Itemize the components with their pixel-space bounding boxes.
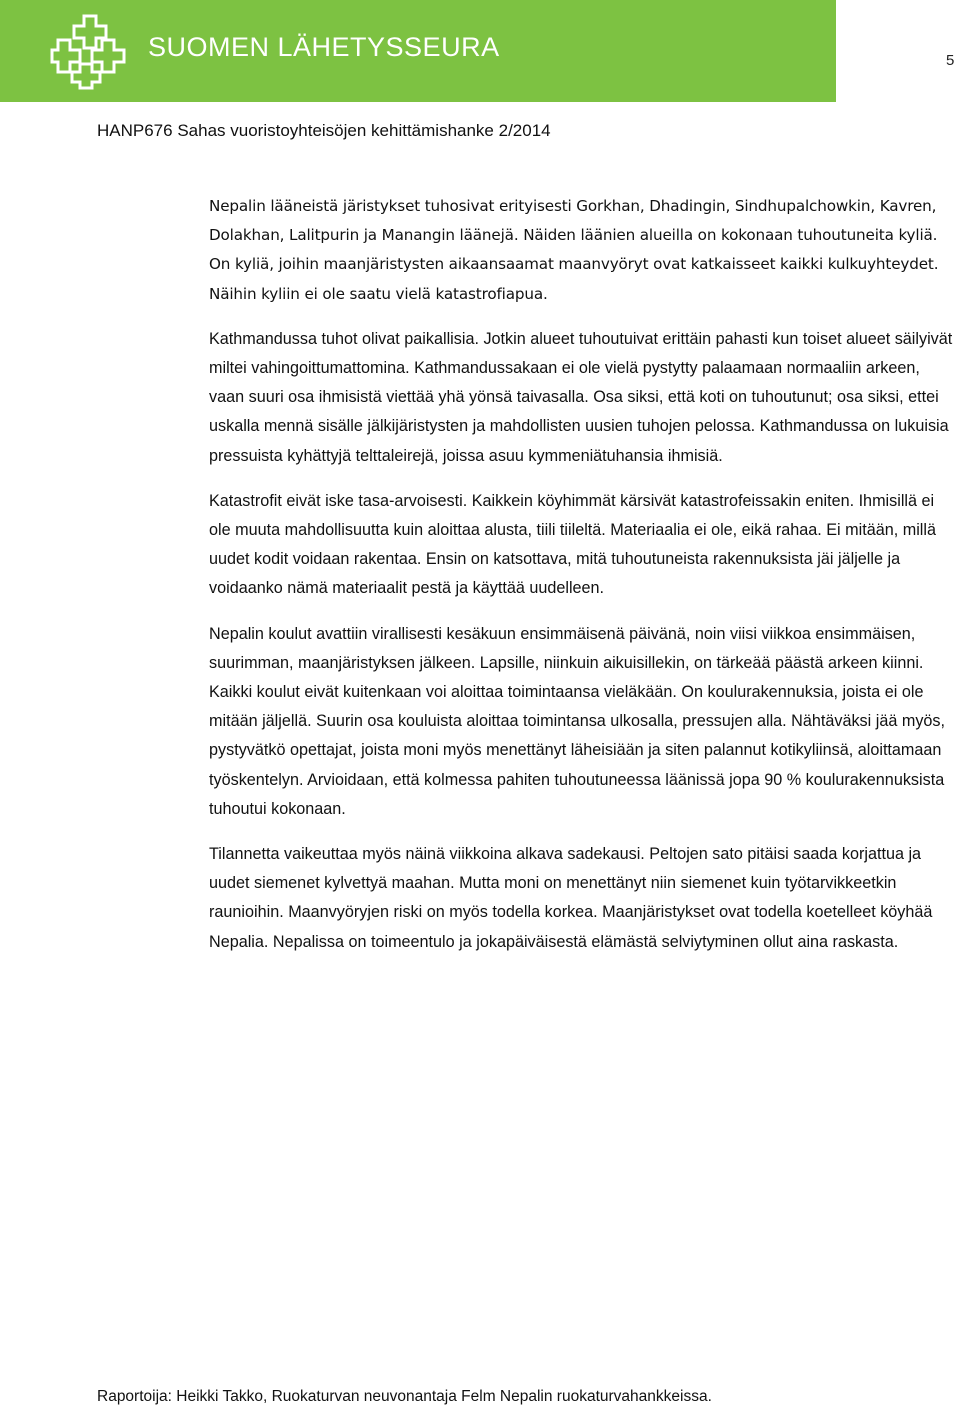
body-text <box>209 192 957 973</box>
org-name: SUOMEN LÄHETYSSEURA <box>148 32 500 62</box>
paragraph-4: Nepalin koulut avattiin virallisesti kesäkuun ensimmäisenä päivänä, noin viisi viikkoa ensimmäisen, suurimman, maanjäristyksen jälkeen. Lapsille, niinkuin aikuisillekin, on tärkeää päästä arkeen kiinni. Kaikki koulut eivät kuitenkaan voi aloittaa toimintaansa vieläkään. On koulurakennuksia, joista ei ole mitään jäljellä. Suurin osa kouluista aloittaa toimintansa ulkosalla, pressujen alla. Nähtäväksi jää myös, pystyvätkö opettajat, joista moni myös menettänyt läheisiään ja siten palannut kotikyliinsä, aloittamaan työskentelyn. Arvioidaan, että kolmessa pahiten tuhoutuneessa läänissä jopa 90 % koulurakennuksista tuhoutui kokonaan. <box>209 624 946 818</box>
paragraph-5: Tilannetta vaikeuttaa myös näinä viikkoina alkava sadekausi. Peltojen sato pitäisi saada korjattua ja uudet siemenet kylvettyä maahan. Mutta moni on menettänyt niin siemenet kuin työtarvikkeetkin raunioihin. Maanvyöryjen riski on myös todella korkea. Maanjäristykset ovat todella koetelleet köyhää Nepalia. Nepalissa on toimeentulo ja jokapäiväisestä elämästä selviytyminen ollut aina raskasta. <box>209 845 933 951</box>
cross-pattern-icon <box>50 12 130 90</box>
paragraph-3: Katastrofit eivät iske tasa-arvoisesti. Kaikkein köyhimmät kärsivät katastrofeissakin eniten. Ihmisillä ei ole muuta mahdollisuutta kuin aloittaa alusta, tiili tiileltä. Materiaalia ei ole, eikä rahaa. Ei mitään, millä uudet kodit voidaan rakentaa. Ensin on katsottava, mitä tuhoutuneista rakennuksista jäi jäljelle ja voidaanko nämä materiaalit pestä ja käyttää uudelleen. <box>209 491 937 598</box>
document-title: HANP676 Sahas vuoristoyhteisöjen kehittämishanke 2/2014 <box>97 121 551 140</box>
page-number: 5 <box>946 52 955 69</box>
header-band <box>0 0 836 102</box>
footer-reporter: Raportoija: Heikki Takko, Ruokaturvan neuvonantaja Felm Nepalin ruokaturvahankkeissa. <box>97 1388 712 1405</box>
paragraph-1: Nepalin lääneistä järistykset tuhosivat erityisesti Gorkhan, Dhadingin, Sindhupalchowkin, Kavren, Dolakhan, Lalitpurin ja Manangin läänejä. Näiden läänien alueilla on kokonaan tuhoutuneita kyliä. On kyliä, joihin maanjäristysten aikaansaamat maanvyöryt ovat katkaisseet kaikki kulkuyhteydet. Näihin kyliin ei ole saatu vielä katastrofiapua. <box>209 197 939 303</box>
paragraph-2: Kathmandussa tuhot olivat paikallisia. Jotkin alueet tuhoutuivat erittäin pahasti kun toiset alueet säilyivät miltei vahingoittumattomina. Kathmandussakaan ei ole vielä pystytty palaamaan normaaliin arkeen, vaan suuri osa ihmisistä viettää yhä yönsä taivasalla. Osa siksi, että koti on tuhoutunut; osa siksi, ettei uskalla mennä sisälle jälkijäristysten ja mahdollisten uusien tuhojen pelossa. Kathmandussa on lukuisia pressuista kyhättyjä telttaleirejä, joissa asuu kymmeniätuhansia ihmisiä. <box>209 329 953 465</box>
